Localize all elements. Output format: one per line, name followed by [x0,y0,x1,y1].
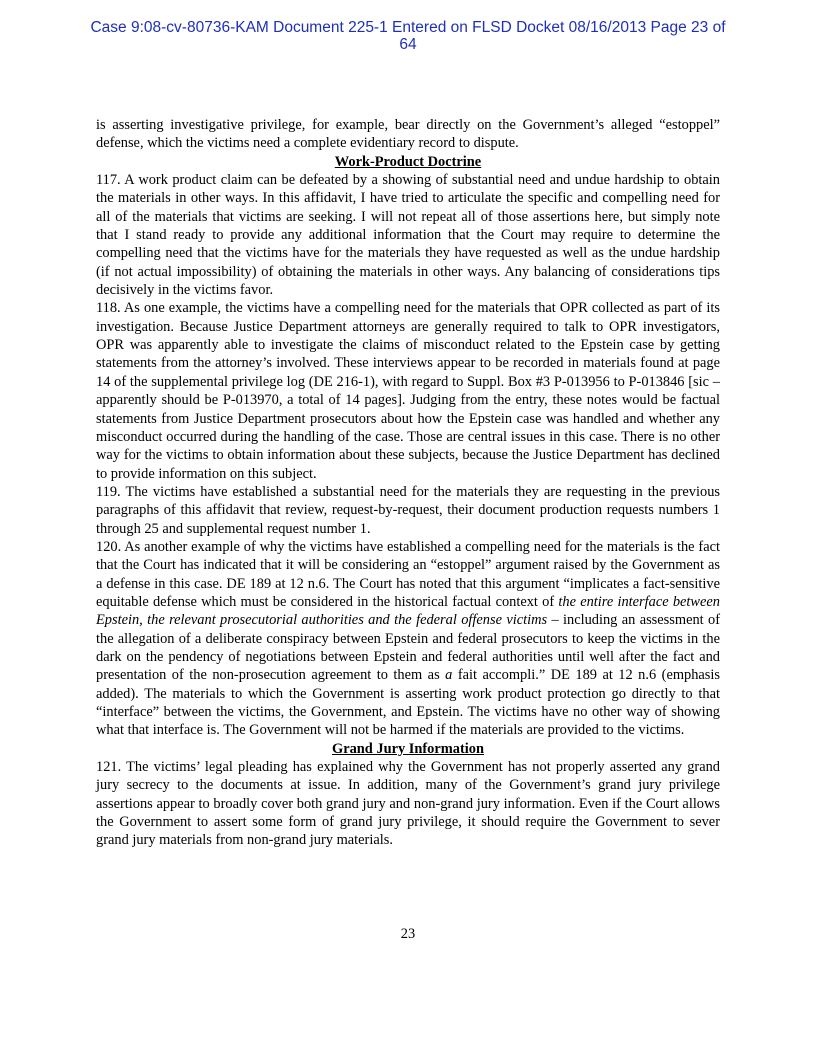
section-heading-work-product: Work-Product Doctrine [334,153,482,170]
paragraph-117: 117. A work product claim can be defeated by a showing of substantial need and undue hardship to obtain the materials in other ways. In this affidavit, I have tried to articulate the specific and compelling need for all of the materials that victims are seeking. I will not repeat all of those assertions here, but simply note that I stand ready to provide any additional information that the Court may require to determine the compelling need that the victims have for the materials they have requested as well as the undue hardship (if not actual impossibility) of obtaining the materials in other ways. Any balancing of considerations tips decisively in the victims favor. [96,172,720,299]
paragraph-120-emphasis-a: a [445,667,453,684]
document-body [96,116,720,850]
paragraph-120-emphasis: the entire interface between Epstein, the relevant prosecutorial authorities and the federal offense victims [96,593,721,629]
paragraph-120-part-c: fait accompli.” DE 189 at 12 n.6 (emphasis added). The materials to which the Government is asserting work product protection go directly to that “interface” between the victims, the Government, and Epstein. The victims have no other way of showing what that interface is. The Government will not be harmed if the materials are provided to the victims. [96,667,720,739]
docket-header-line2: 64 [399,36,417,53]
paragraph-120-part-b: – including an assessment of the allegation of a deliberate conspiracy between Epstein and federal prosecutors to keep the victims in the dark on the pendency of negotiations between Epstein and federal authorities until well after the fact and presentation of the non-prosecution agreement to them as [96,612,721,684]
section-heading-grand-jury: Grand Jury Information [332,740,484,757]
docket-header [40,19,776,53]
paragraph-120 [96,538,720,740]
page-number: 23 [400,926,416,942]
paragraph-120-part-a: 120. As another example of why the victims have established a compelling need for the materials is the fact that the Court has indicated that it will be considering an “estoppel” argument raised by the Government as a defense in this case. DE 189 at 12 n.6. The Court has noted that this argument “implicates a fact-sensitive equitable defense which must be considered in the historical factual context of [96,538,720,610]
paragraph-118: 118. As one example, the victims have a compelling need for the materials that OPR collected as part of its investigation. Because Justice Department attorneys are generally required to talk to OPR investigators, OPR was apparently able to investigate the claims of misconduct related to the Epstein case by getting statements from the attorney’s involved. These interviews appear to be recorded in materials found at page 14 of the supplemental privilege log (DE 216-1), with regard to Suppl. Box #3 P-013956 to P-013846 [sic – apparently should be P-013970, a total of 14 pages]. Judging from the entry, these notes would be factual statements from Justice Department prosecutors about how the Epstein case was handled and whether any misconduct occurred during the handling of the case. Those are central issues in this case. There is no other way for the victims to obtain information about these subjects, because the Justice Department has declined to provide information on this subject. [96,300,720,482]
paragraph-continuation: is asserting investigative privilege, for example, bear directly on the Government’s alleged “estoppel” defense, which the victims need a complete evidentiary record to dispute. [96,117,720,152]
docket-header-line1: Case 9:08-cv-80736-KAM Document 225-1 Entered on FLSD Docket 08/16/2013 Page 23 of [90,19,726,36]
paragraph-121: 121. The victims’ legal pleading has explained why the Government has not properly asserted any grand jury secrecy to the documents at issue. In addition, many of the Government’s grand jury privilege assertions appear to broadly cover both grand jury and non-grand jury information. Even if the Court allows the Government to assert some form of grand jury privilege, it should require the Government to sever grand jury materials from non-grand jury materials. [96,759,720,849]
paragraph-119: 119. The victims have established a substantial need for the materials they are requesting in the previous paragraphs of this affidavit that review, request-by-request, their document production requests numbers 1 through 25 and supplemental request number 1. [96,483,720,537]
